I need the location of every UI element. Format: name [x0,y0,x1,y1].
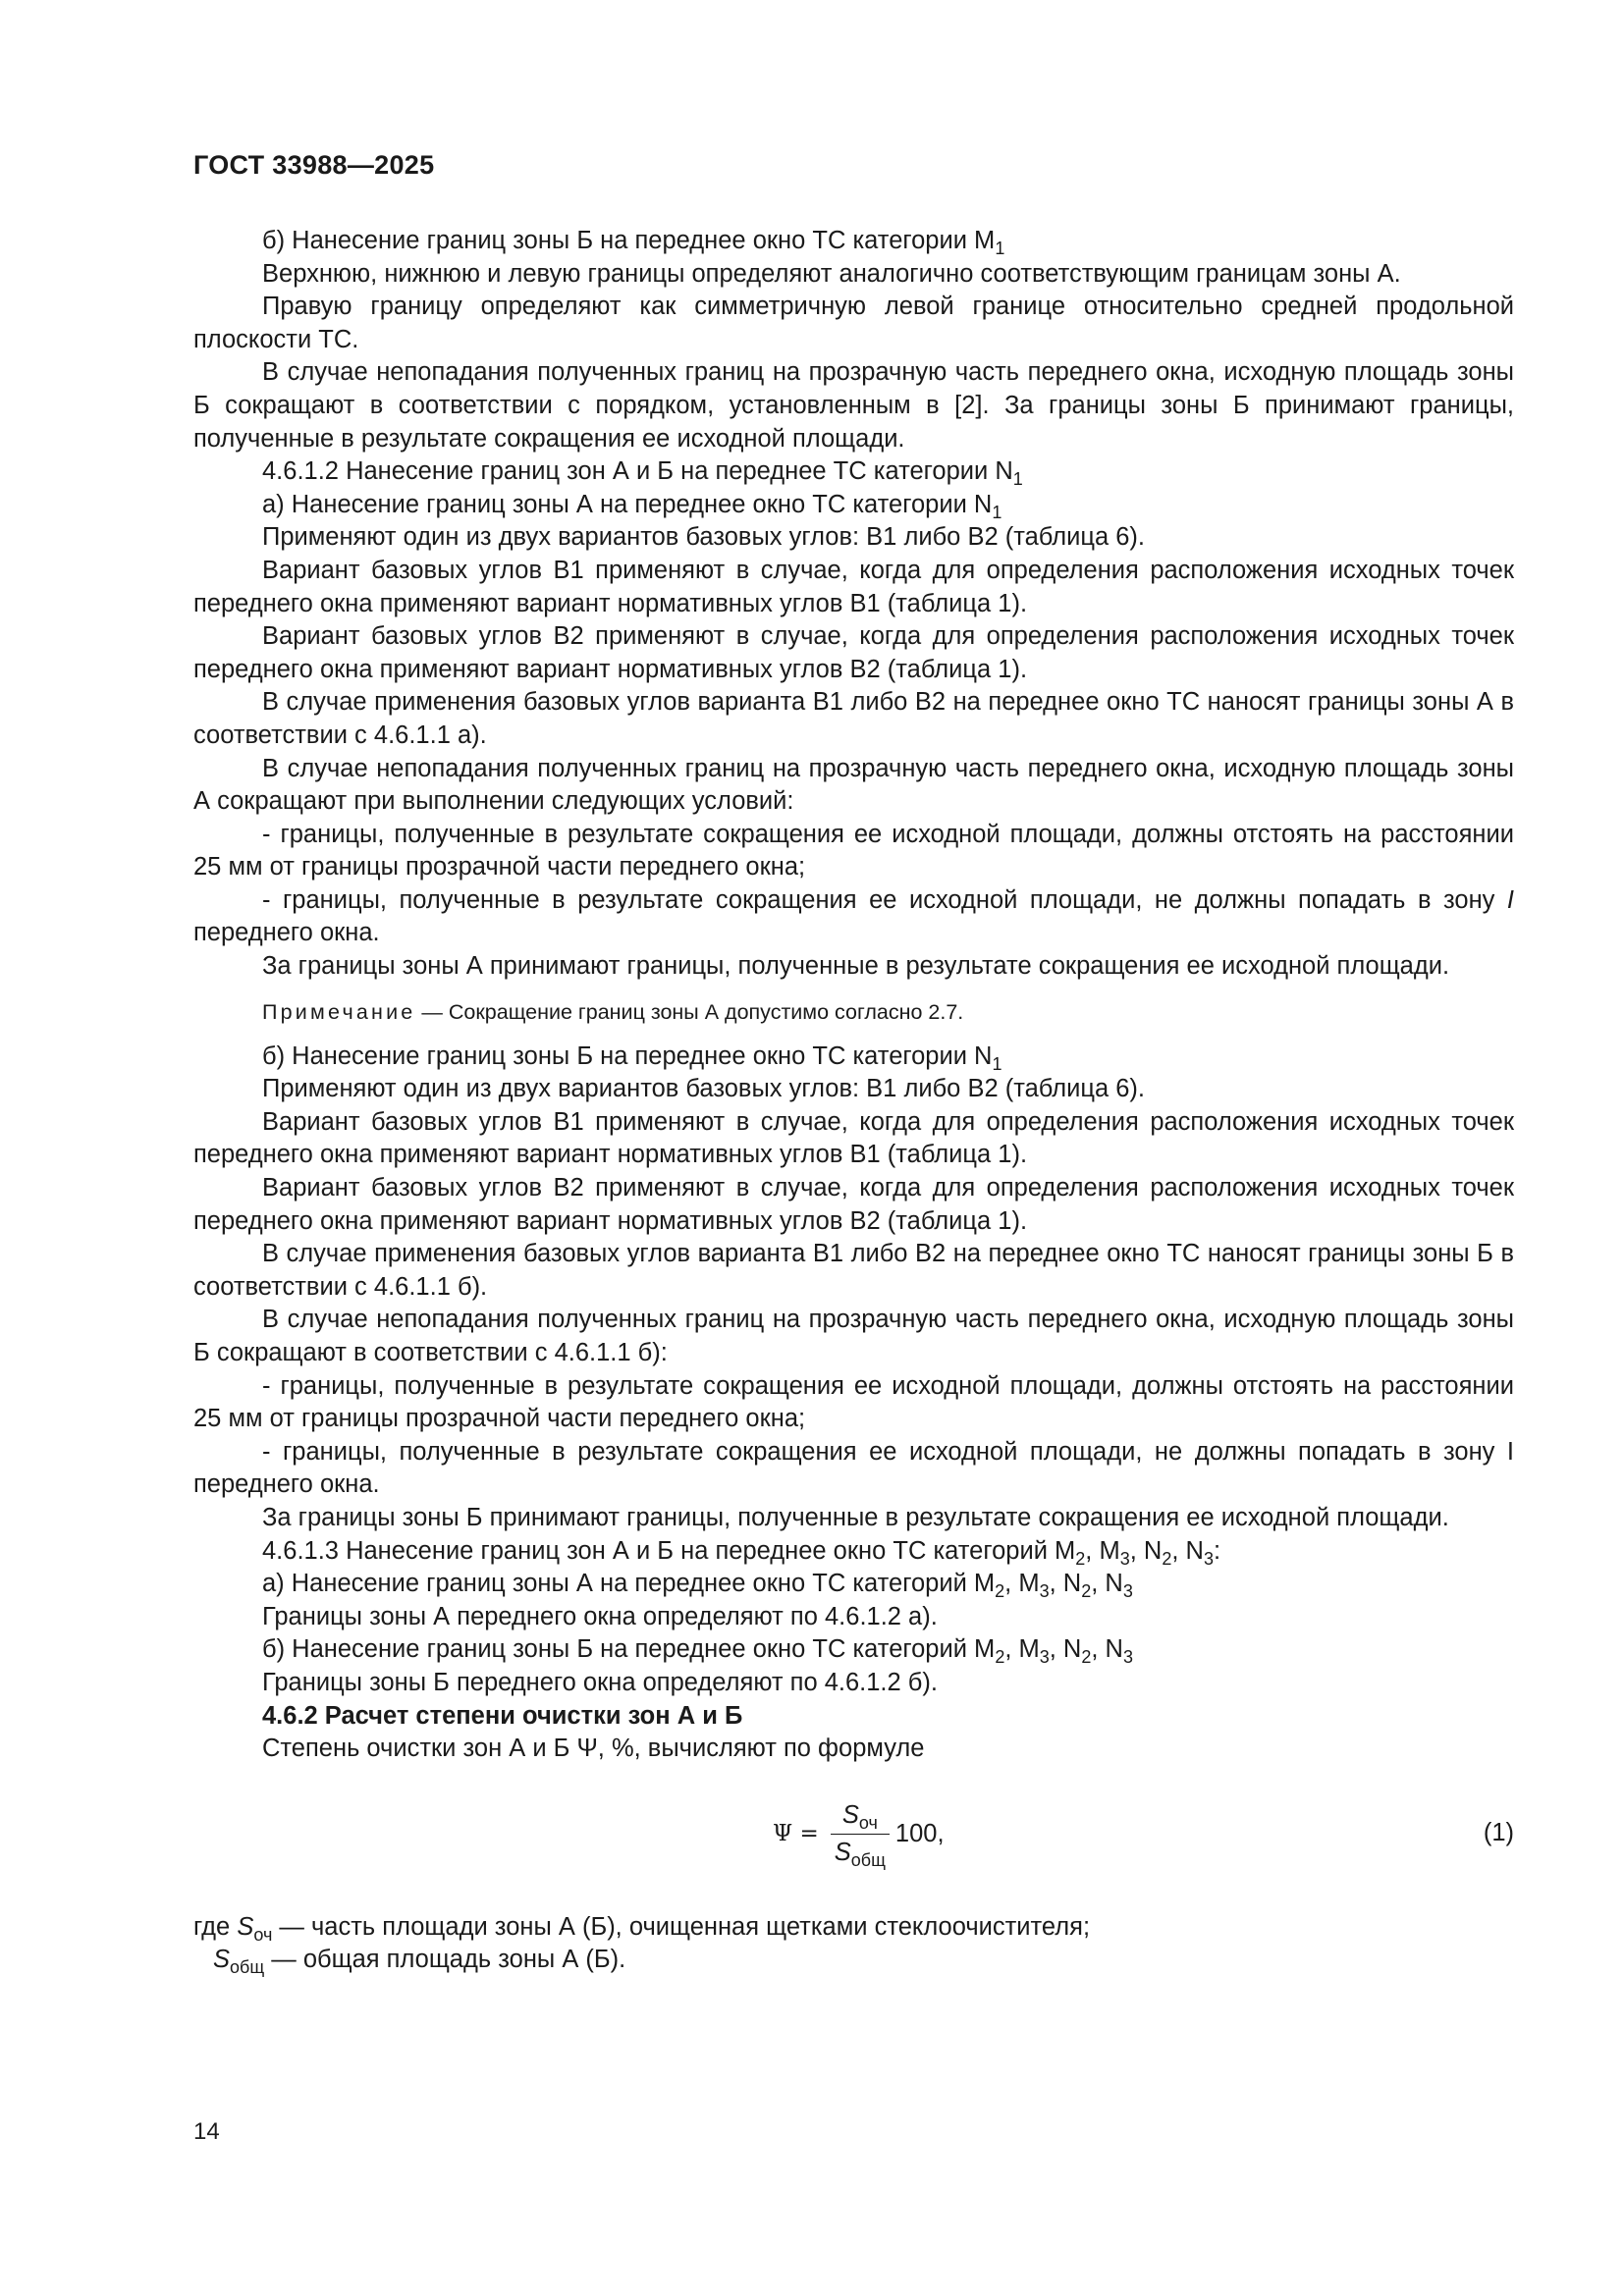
paragraph: а) Нанесение границ зоны А на переднее окно ТС категории $N_1$ [262,490,1002,522]
paragraph: Границы зоны Б переднего окна определяют по 4.6.1.2 б). [262,1668,938,1696]
formula-block [193,1788,1514,1882]
list-item: - границы, полученные в результате сокращения ее исходной площади, не должны попадать в зону I переднего окна. [193,885,1514,947]
formula-legend-item: $S_{общ}$ — общая площадь зоны А (Б). [213,1946,626,1978]
paragraph: В случае непопадания полученных границ на прозрачную часть переднего окна, исходную площадь зоны Б сокращают в соответствии с 4.6.1.1 б): [193,1306,1514,1366]
list-item: - границы, полученные в результате сокращения ее исходной площади, должны отстоять на расстоянии 25 мм от границы прозрачной части переднего окна; [193,820,1514,881]
paragraph: В случае непопадания полученных границ на прозрачную часть переднего окна, исходную площадь зоны Б сокращают в соответствии с порядком, установленным в [2]. За границы зоны Б принимают границы, полученные в результате сокращения ее исходной площади. [193,358,1514,453]
paragraph: Степень очистки зон А и Б Ψ, %, вычисляют по формуле [262,1735,925,1763]
paragraph: В случае непопадания полученных границ на прозрачную часть переднего окна, исходную площадь зоны А сокращают при выполнении следующих условий: [193,754,1514,816]
paragraph: За границы зоны А принимают границы, полученные в результате сокращения ее исходной площади. [262,952,1450,981]
paragraph: Вариант базовых углов В2 применяют в случае, когда для определения расположения исходных точек переднего окна применяют вариант нормативных углов В2 (таблица 1). [193,622,1514,683]
section-heading: 4.6.2 Расчет степени очистки зон А и Б [262,1701,743,1730]
paragraph: За границы зоны Б принимают границы, полученные в результате сокращения ее исходной площади. [262,1503,1449,1531]
note-label: Примечание [262,999,416,1024]
paragraph: Вариант базовых углов В1 применяют в случае, когда для определения расположения исходных точек переднего окна применяют вариант нормативных углов В1 (таблица 1). [193,1107,1514,1169]
paragraph: Вариант базовых углов В2 применяют в случае, когда для определения расположения исходных точек переднего окна применяют вариант нормативных углов В2 (таблица 1). [193,1174,1514,1235]
paragraph: Верхнюю, нижнюю и левую границы определяют аналогично соответствующим границам зоны А. [262,259,1401,288]
formula-factor: 100, [894,1819,945,1847]
equation-number: (1) [1483,1818,1514,1846]
paragraph: Правую границу определяют как симметричную левой границе относительно средней продольной плоскости ТС. [193,293,1514,353]
formula-lhs: Ψ = [773,1820,819,1846]
paragraph: б) Нанесение границ зоны Б на переднее окно ТС категории $M_1$ [262,227,1005,258]
formula-denominator: $S_{общ}$ [834,1839,886,1871]
section-heading: 4.6.1.3 Нанесение границ зон А и Б на переднее окно ТС категорий $M_2$, $M_3$, $N_2$, $N_3$: [262,1536,1221,1569]
formula [773,1788,945,1882]
list-item: - границы, полученные в результате сокращения ее исходной площади, должны отстоять на расстоянии 25 мм от границы прозрачной части переднего окна; [193,1371,1514,1433]
formula-fraction [831,1799,890,1870]
paragraph: Применяют один из двух вариантов базовых углов: В1 либо В2 (таблица 6). [262,1075,1145,1103]
paragraph: В случае применения базовых углов варианта В1 либо В2 на переднее окно ТС наносят границы зоны А в соответствии с 4.6.1.1 а). [193,688,1514,749]
page-number: 14 [193,2118,220,2145]
paragraph: Вариант базовых углов В1 применяют в случае, когда для определения расположения исходных точек переднего окна применяют вариант нормативных углов В1 (таблица 1). [193,556,1514,617]
paragraph: а) Нанесение границ зоны А на переднее окно ТС категорий $M_2$, $M_3$, $N_2$, $N_3$ [262,1570,1133,1602]
document-header: ГОСТ 33988—2025 [193,150,435,180]
paragraph: В случае применения базовых углов варианта В1 либо В2 на переднее окно ТС наносят границы зоны Б в соответствии с 4.6.1.1 б). [193,1240,1514,1301]
paragraph: б) Нанесение границ зоны Б на переднее окно ТС категорий $M_2$, $M_3$, $N_2$, $N_3$ [262,1635,1133,1668]
paragraph: Применяют один из двух вариантов базовых углов: В1 либо В2 (таблица 6). [262,523,1145,552]
note [262,997,1514,1027]
formula-numerator: $S_{оч}$ [841,1800,878,1833]
section-heading: 4.6.1.2 Нанесение границ зон А и Б на переднее ТС категории $N_1$ [262,457,1023,490]
formula-legend-item: где $S_{оч}$ — часть площади зоны А (Б), очищенная щетками стеклоочистителя; [193,1912,1091,1945]
document-body [193,225,1514,1977]
list-item: - границы, полученные в результате сокращения ее исходной площади, не должны попадать в зону I переднего окна. [193,1437,1514,1499]
paragraph: б) Нанесение границ зоны Б на переднее окно ТС категории $N_1$ [262,1041,1002,1074]
paragraph: Границы зоны А переднего окна определяют по 4.6.1.2 а). [262,1602,938,1630]
note-text: — Сокращение границ зоны А допустимо согласно 2.7. [415,999,964,1024]
